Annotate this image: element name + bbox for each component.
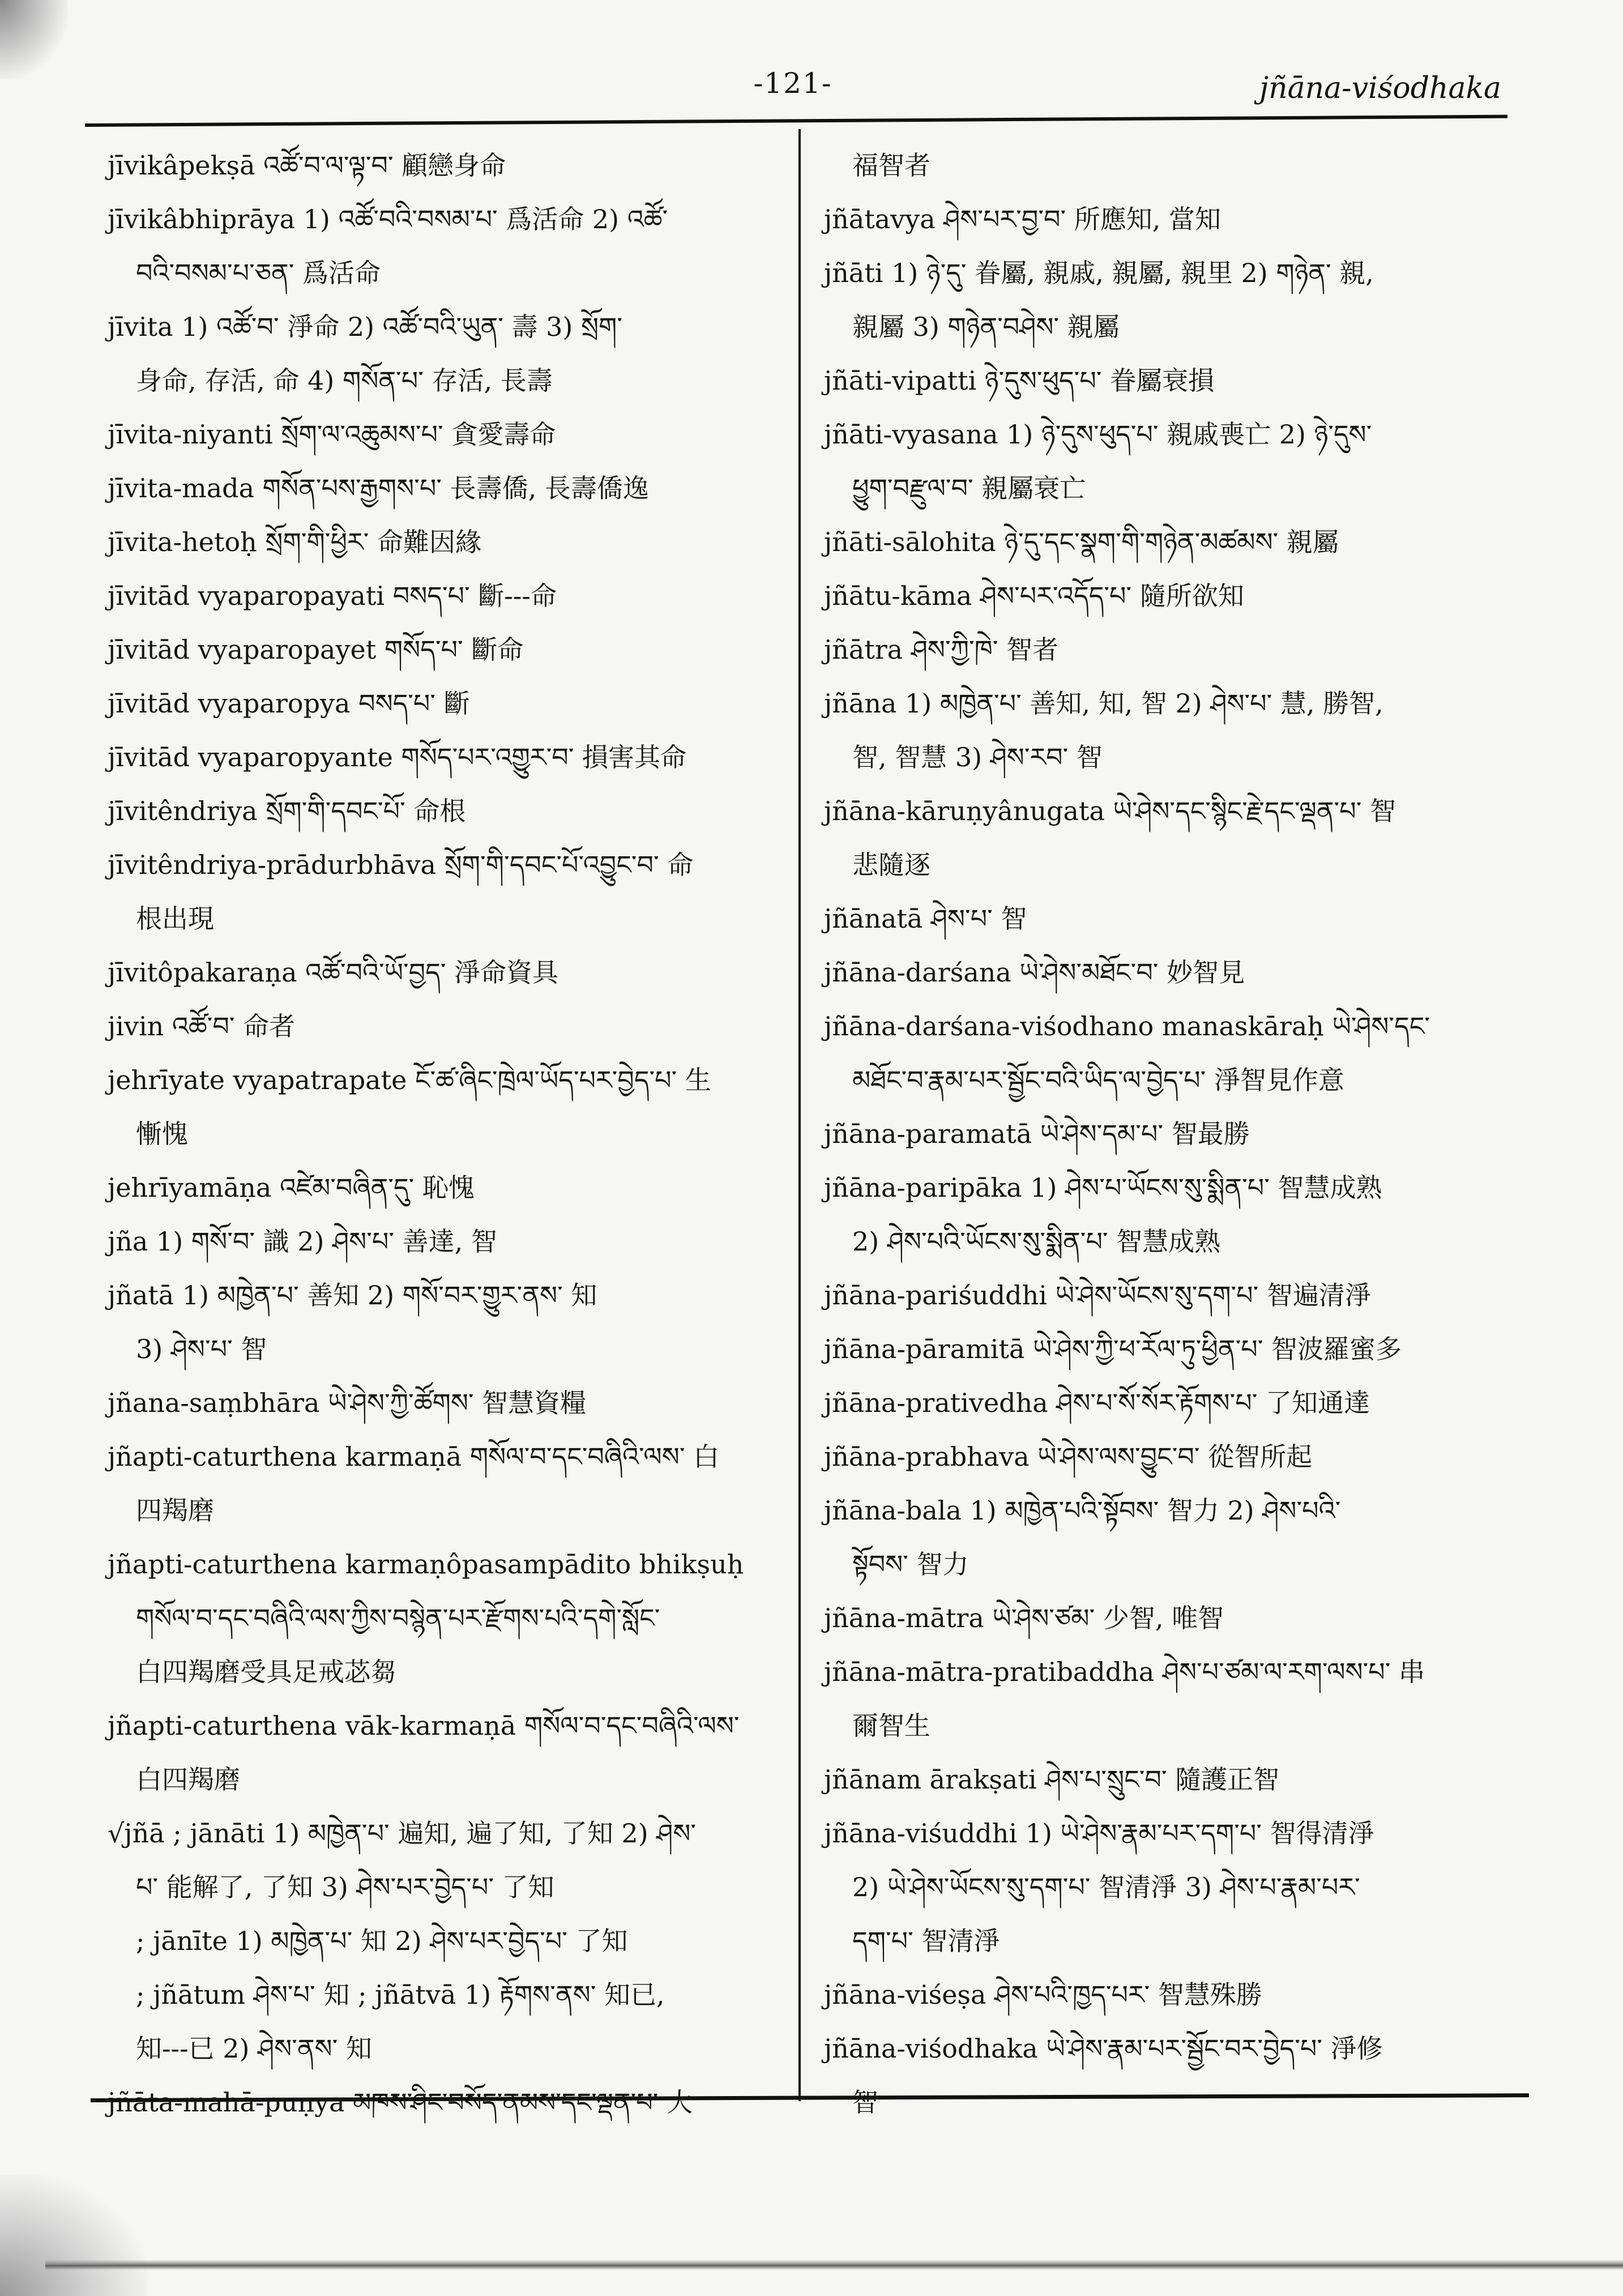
entry-line: jīvitād vyaparopayet གསོད་པ་ 斷命	[108, 634, 524, 665]
dictionary-entry	[108, 462, 781, 515]
entry-line: jñāna-darśana ཡེ་ཤེས་མཐོང་བ་ 妙智見	[824, 957, 1245, 988]
left-column	[108, 139, 781, 2129]
dictionary-entry	[108, 1430, 781, 1538]
dictionary-entry	[824, 1430, 1498, 1484]
dictionary-entry	[824, 623, 1498, 677]
entry-line: jñāta-mahā-puṇya མཁས་ཤིང་བསོད་ནམས་དང་ལྡན་པ་ 大	[108, 2087, 693, 2118]
entry-line: jñapti-caturthena vāk-karmaṇā གསོལ་བ་དང་བཞིའི་ལས་	[108, 1710, 740, 1741]
dictionary-entry	[108, 946, 781, 1000]
entry-line: jīvikâbhiprāya 1) འཚོ་བའི་བསམ་པ་ 爲活命 2) འཚོ་	[108, 204, 668, 234]
entry-line: jñāti 1) ཉེ་དུ་ 眷屬, 親戚, 親屬, 親里 2) གཉེན་ 親,	[824, 258, 1374, 288]
entry-line: jñāna-mātra-pratibaddha ཤེས་པ་ཙམ་ལ་རག་ལས་པ་ 串	[824, 1657, 1425, 1687]
entry-continuation-line: 身命, 存活, 命 4) གསོན་པ་ 存活, 長壽	[136, 365, 553, 396]
right-column	[824, 139, 1498, 2129]
dictionary-entry	[108, 515, 781, 569]
dictionary-entry	[824, 246, 1498, 354]
entry-line: jīvita 1) འཚོ་བ་ 淨命 2) འཚོ་བའི་ཡུན་ 壽 3) སྲོག་	[108, 311, 623, 342]
entry-continuation-line: པ་ 能解了, 了知 3) ཤེས་པར་བྱེད་པ་ 了知	[136, 1872, 554, 1902]
dictionary-entry	[108, 1161, 781, 1215]
dictionary-entry	[824, 515, 1498, 569]
entry-line: jñāna-prativedha ཤེས་པ་སོ་སོར་རྟོགས་པ་ 了知通達	[824, 1388, 1370, 1418]
dictionary-entry	[824, 784, 1498, 892]
dictionary-entry	[108, 1699, 781, 1807]
dictionary-entry	[824, 892, 1498, 946]
entry-line: jñāna-prabhava ཡེ་ཤེས་ལས་བྱུང་བ་ 從智所起	[824, 1441, 1313, 1472]
dictionary-entry	[824, 1107, 1498, 1161]
dictionary-entry	[824, 193, 1498, 246]
dictionary-entry	[108, 677, 781, 731]
dictionary-entry	[108, 1807, 781, 2076]
dictionary-entry	[824, 1645, 1498, 1753]
dictionary-entry	[824, 1269, 1498, 1322]
entry-continuation-line: དག་པ་ 智清淨	[852, 1926, 1000, 1956]
dictionary-entry	[824, 408, 1498, 515]
entry-line: 福智者	[852, 150, 930, 181]
dictionary-entry	[824, 1968, 1498, 2022]
dictionary-entry	[108, 1215, 781, 1269]
entry-continuation-line: 白四羯磨	[136, 1764, 240, 1795]
entry-line: jñāti-sālohita ཉེ་དུ་དང་སྣག་གི་གཉེན་མཚམས་ 親屬	[824, 527, 1339, 557]
entry-continuation-line: སྟོབས་ 智力	[852, 1549, 969, 1580]
entry-line: jñāti-vyasana 1) ཉེ་དུས་ཕུད་པ་ 親戚喪亡 2) ཉེ་དུས་	[824, 419, 1372, 450]
dictionary-entry	[108, 784, 781, 838]
entry-continuation-line: 白四羯磨受具足戒苾芻	[136, 1657, 396, 1687]
entry-line: jñāna-kāruṇyânugata ཡེ་ཤེས་དང་སྙིང་རྗེ་དང་ལྡན་པ་ 智	[824, 796, 1396, 826]
dictionary-entry	[824, 1161, 1498, 1269]
entry-line: jīvitêndriya སྲོག་གི་དབང་པོ་ 命根	[108, 796, 466, 826]
entry-line: jñāna-paramatā ཡེ་ཤེས་དམ་པ་ 智最勝	[824, 1119, 1250, 1149]
entry-continuation-line: བའི་བསམ་པ་ཅན་ 爲活命	[136, 258, 381, 288]
entry-line: jñāna-viśodhaka ཡེ་ཤེས་རྣམ་པར་སྦྱོང་བར་བྱེད་པ་ 淨修	[824, 2033, 1383, 2064]
dictionary-entry	[108, 1053, 781, 1161]
dictionary-entry	[108, 569, 781, 623]
entry-continuation-line: 慚愧	[136, 1119, 188, 1149]
entry-continuation-line: 2) ཡེ་ཤེས་ཡོངས་སུ་དག་པ་ 智清淨 3) ཤེས་པ་རྣམ་པར་	[852, 1872, 1360, 1902]
dictionary-entry	[824, 2022, 1498, 2129]
entry-continuation-line: 爾智生	[852, 1710, 930, 1741]
entry-line: jīvitêndriya-prādurbhāva སྲོག་གི་དབང་པོ་འབྱུང་བ་ 命	[108, 850, 694, 880]
dictionary-entry	[108, 731, 781, 784]
entry-line: jīvita-mada གསོན་པས་རྒྱགས་པ་ 長壽僑, 長壽僑逸	[108, 473, 649, 503]
entry-line: jñapti-caturthena karmaṇā གསོལ་བ་དང་བཞིའི་ལས་ 白	[108, 1441, 720, 1472]
entry-line: jñāna-darśana-viśodhano manaskāraḥ ཡེ་ཤེས་དང་	[824, 1011, 1430, 1042]
dictionary-entry	[108, 1269, 781, 1376]
entry-continuation-line: 親屬 3) གཉེན་བཤེས་ 親屬	[852, 311, 1120, 342]
entry-line: jīvitād vyaparopya བསད་པ་ 斷	[108, 688, 470, 719]
entry-continuation-line: གསོལ་བ་དང་བཞིའི་ལས་ཀྱིས་བསྙེན་པར་རྫོགས་པའི་དགེ་སློང་	[136, 1603, 660, 1633]
entry-line: jñāna-mātra ཡེ་ཤེས་ཙམ་ 少智, 唯智	[824, 1603, 1224, 1633]
entry-line: jñāna-pāramitā ཡེ་ཤེས་ཀྱི་ཕ་རོལ་ཏུ་ཕྱིན་པ་ 智波羅蜜多	[824, 1334, 1402, 1364]
entry-line: jīvita-niyanti སྲོག་ལ་འཆུམས་པ་ 貪愛壽命	[108, 419, 556, 450]
dictionary-entry	[824, 1322, 1498, 1376]
entry-line: jñātavya ཤེས་པར་བྱ་བ་ 所應知, 當知	[824, 204, 1221, 234]
dictionary-entry	[824, 354, 1498, 408]
dictionary-entry	[824, 569, 1498, 623]
entry-line: jña 1) གསོ་བ་ 識 2) ཤེས་པ་ 善達, 智	[108, 1226, 497, 1257]
scan-smudge-top-left	[0, 0, 68, 79]
entry-line: jivin འཚོ་བ་ 命者	[108, 1011, 296, 1042]
dictionary-entry	[108, 1376, 781, 1430]
entry-line: jñāna-pariśuddhi ཡེ་ཤེས་ཡོངས་སུ་དག་པ་ 智遍清淨	[824, 1280, 1371, 1311]
entry-line: jñatā 1) མཁྱེན་པ་ 善知 2) གསོ་བར་གྱུར་ནས་ 知	[108, 1280, 597, 1311]
dictionary-entry	[108, 838, 781, 946]
entry-line: jñāna-viśeṣa ཤེས་པའི་ཁྱད་པར་ 智慧殊勝	[824, 1979, 1262, 2010]
dictionary-entry	[108, 193, 781, 300]
entry-line: jñāna-paripāka 1) ཤེས་པ་ཡོངས་སུ་སྨིན་པ་ 智慧成熟	[824, 1172, 1382, 1203]
entry-line: jñapti-caturthena karmaṇôpasampādito bhikṣuḥ	[108, 1549, 744, 1580]
dictionary-entry	[824, 1753, 1498, 1807]
entry-line: √jñā ; jānāti 1) མཁྱེན་པ་ 遍知, 遍了知, 了知 2) ཤེས་	[108, 1818, 697, 1849]
dictionary-entry	[824, 946, 1498, 1000]
dictionary-entry	[108, 1000, 781, 1053]
entry-line: jñānam ārakṣati ཤེས་པ་སྲུང་བ་ 隨護正智	[824, 1764, 1280, 1795]
dictionary-entry	[108, 1538, 781, 1699]
entry-line: jñātra ཤེས་ཀྱི་ཁེ་ 智者	[824, 634, 1059, 665]
dictionary-entry	[824, 1807, 1498, 1968]
dictionary-entry	[824, 139, 1498, 193]
entry-continuation-line: ཕྱུག་བརྫུལ་བ་ 親屬衰亡	[852, 473, 1086, 503]
entry-continuation-line: 智, 智慧 3) ཤེས་རབ་ 智	[852, 742, 1103, 773]
entry-line: jīvitād vyaparopayati བསད་པ་ 斷---命	[108, 581, 557, 611]
dictionary-entry	[824, 1000, 1498, 1107]
header-rule	[85, 115, 1507, 127]
entry-continuation-line: ; jānīte 1) མཁྱེན་པ་ 知 2) ཤེས་པར་བྱེད་པ་ 了知	[136, 1926, 628, 1956]
column-divider	[798, 129, 801, 2101]
dictionary-entry	[824, 677, 1498, 784]
entry-line: jīvikâpekṣā འཚོ་བ་ལ་ལྟ་བ་ 顧戀身命	[108, 150, 506, 181]
entry-continuation-line: 知---已 2) ཤེས་ནས་ 知	[136, 2033, 372, 2064]
dictionary-entry	[824, 1376, 1498, 1430]
entry-line: jehrīyate vyapatrapate ངོ་ཚ་ཞིང་ཁྲེལ་ཡོད་པར་བྱེད་པ་ 生	[108, 1065, 711, 1095]
entry-line: jñātu-kāma ཤེས་པར་འདོད་པ་ 隨所欲知	[824, 581, 1244, 611]
dictionary-entry	[108, 2076, 781, 2129]
entry-line: jīvitād vyaparopyante གསོད་པར་འགྱུར་བ་ 損害其命	[108, 742, 687, 773]
entry-line: jñānatā ཤེས་པ་ 智	[824, 903, 1027, 934]
dictionary-entry	[824, 1591, 1498, 1645]
running-head: jñāna-viśodhaka	[1259, 71, 1501, 105]
dictionary-entry	[108, 623, 781, 677]
dictionary-entry	[108, 139, 781, 193]
scan-smudge-bottom-left	[0, 2175, 147, 2296]
scan-streak-bottom	[45, 2260, 1623, 2270]
entry-line: jñāna 1) མཁྱེན་པ་ 善知, 知, 智 2) ཤེས་པ་ 慧, 勝智,	[824, 688, 1383, 719]
entry-line: jīvita-hetoḥ སྲོག་གི་ཕྱིར་ 命難因緣	[108, 527, 481, 557]
entry-line: jñāna-bala 1) མཁྱེན་པའི་སྟོབས་ 智力 2) ཤེས་པའི་	[824, 1495, 1341, 1526]
entry-continuation-line: མཐོང་བ་རྣམ་པར་སྦྱོང་བའི་ཡིད་ལ་བྱེད་པ་ 淨智見作意	[852, 1065, 1344, 1095]
entry-continuation-line: ; jñātum ཤེས་པ་ 知 ; jñātvā 1) རྟོགས་ནས་ 知已,	[136, 1979, 665, 2010]
entry-continuation-line: 2) ཤེས་པའི་ཡོངས་སུ་སྨིན་པ་ 智慧成熟	[852, 1226, 1221, 1257]
entry-continuation-line: 智	[852, 2087, 878, 2118]
entry-continuation-line: 根出現	[136, 903, 214, 934]
entry-line: jñāna-viśuddhi 1) ཡེ་ཤེས་རྣམ་པར་དག་པ་ 智得清淨	[824, 1818, 1374, 1849]
entry-line: jñāti-vipatti ཉེ་དུས་ཕུད་པ་ 眷屬衰損	[824, 365, 1215, 396]
entry-continuation-line: 悲隨逐	[852, 850, 930, 880]
page-number: -121-	[753, 67, 832, 100]
entry-continuation-line: 四羯磨	[136, 1495, 214, 1526]
dictionary-entry	[824, 1484, 1498, 1591]
entry-line: jñana-saṃbhāra ཡེ་ཤེས་ཀྱི་ཚོགས་ 智慧資糧	[108, 1388, 587, 1418]
entry-continuation-line: 3) ཤེས་པ་ 智	[136, 1334, 267, 1364]
dictionary-entry	[108, 408, 781, 462]
entry-line: jehrīyamāṇa འཛེམ་བཞིན་དུ་ 恥愧	[108, 1172, 475, 1203]
dictionary-entry	[108, 300, 781, 408]
entry-line: jīvitôpakaraṇa འཚོ་བའི་ཡོ་བྱད་ 淨命資具	[108, 957, 559, 988]
